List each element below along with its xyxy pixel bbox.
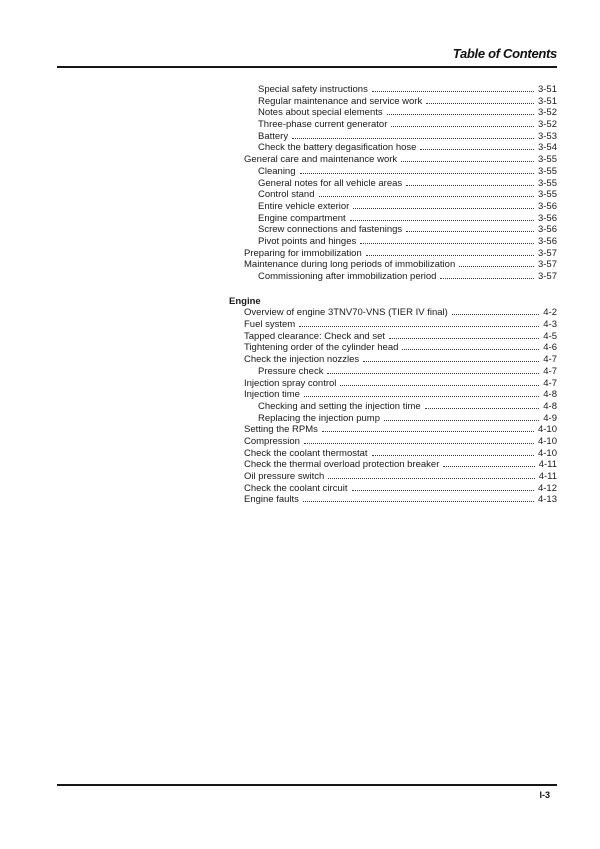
toc-entry-title: Special safety instructions bbox=[258, 84, 368, 95]
dot-leader bbox=[440, 278, 534, 279]
toc-entry-page: 4-5 bbox=[543, 330, 557, 342]
toc-entry-title: Engine compartment bbox=[258, 212, 346, 224]
dot-leader bbox=[406, 185, 534, 186]
dot-leader bbox=[420, 149, 534, 150]
toc-entry bbox=[229, 436, 557, 448]
toc-entry-title: Injection spray control bbox=[244, 377, 337, 389]
toc-entry-page: 3-57 bbox=[537, 259, 557, 271]
toc-entry-title: Cleaning bbox=[258, 165, 296, 177]
toc-entry-title: Notes about special elements bbox=[258, 107, 383, 119]
footer-rule bbox=[57, 784, 557, 786]
toc-entry-title: Tightening order of the cylinder head bbox=[244, 342, 399, 354]
toc-entry bbox=[229, 213, 557, 225]
toc-section-heading: Engine bbox=[229, 295, 261, 307]
toc-entry bbox=[229, 107, 557, 119]
toc-entry-title: Maintenance during long periods of immobilization bbox=[244, 259, 456, 271]
dot-leader bbox=[322, 431, 534, 432]
dot-leader bbox=[360, 243, 534, 244]
toc-entry-title: Oil pressure switch bbox=[244, 471, 325, 482]
toc-entry bbox=[229, 131, 557, 143]
toc-entry bbox=[229, 424, 557, 436]
toc-entry bbox=[229, 319, 557, 331]
dot-leader bbox=[426, 103, 534, 104]
toc-entry-page: 3-55 bbox=[537, 165, 557, 177]
toc-entry bbox=[229, 248, 557, 260]
toc-entry-page: 4-9 bbox=[543, 412, 557, 424]
page-number-label: I-3 bbox=[539, 790, 550, 800]
toc-entry-title: Fuel system bbox=[244, 319, 296, 331]
toc-entry-title: Setting the RPMs bbox=[244, 424, 318, 436]
toc-entry-page: 3-56 bbox=[537, 235, 557, 247]
dot-leader bbox=[402, 349, 539, 350]
toc-entry bbox=[229, 142, 557, 154]
dot-leader bbox=[425, 408, 540, 409]
toc-entry-page: 3-51 bbox=[537, 95, 557, 107]
toc-entry-page: 3-53 bbox=[537, 130, 557, 142]
toc-entry-page: 3-56 bbox=[537, 200, 557, 212]
toc-entry-page: 4-7 bbox=[543, 354, 557, 366]
toc-entry-page: 3-55 bbox=[537, 189, 557, 201]
toc-entry-page: 3-57 bbox=[537, 247, 557, 259]
dot-leader bbox=[372, 455, 534, 456]
toc-entry-title: Check the thermal overload protection breaker bbox=[244, 459, 440, 471]
toc-entry bbox=[229, 236, 557, 248]
dot-leader bbox=[401, 161, 534, 162]
dot-leader bbox=[304, 443, 534, 444]
dot-leader bbox=[300, 173, 534, 174]
toc-entry-title: Control stand bbox=[258, 189, 315, 201]
toc-entry-page: 4-8 bbox=[543, 400, 557, 412]
toc-entry-page: 4-7 bbox=[543, 365, 557, 377]
toc-entry-title: Three-phase current generator bbox=[258, 119, 388, 131]
toc-entry-title: Engine faults bbox=[244, 494, 299, 506]
toc-entry bbox=[229, 201, 557, 213]
toc-entry bbox=[229, 354, 557, 366]
toc-entry-page: 4-11 bbox=[538, 459, 557, 471]
toc-entry bbox=[229, 448, 557, 460]
toc-entry-title: Tapped clearance: Check and set bbox=[244, 330, 386, 342]
dot-leader bbox=[443, 466, 534, 467]
toc-entry bbox=[229, 483, 557, 495]
toc-entry-title: Check the coolant circuit bbox=[244, 482, 348, 494]
toc-entry bbox=[229, 307, 557, 319]
toc-entry-title: Injection time bbox=[244, 389, 300, 401]
toc-entry bbox=[229, 494, 557, 506]
toc-entry bbox=[229, 413, 557, 425]
toc-entry-page: 4-6 bbox=[543, 342, 557, 354]
toc-entry-page: 4-3 bbox=[543, 319, 557, 331]
toc-entry-title: Check the injection nozzles bbox=[244, 354, 360, 366]
toc-entry-title: Commissioning after immobilization period bbox=[258, 271, 437, 282]
dot-leader bbox=[319, 196, 534, 197]
dot-leader bbox=[389, 338, 539, 339]
toc-entry-page: 3-55 bbox=[537, 154, 557, 166]
dot-leader bbox=[384, 420, 539, 421]
dot-leader bbox=[350, 220, 534, 221]
toc-entry-title: Pressure check bbox=[258, 365, 324, 377]
dot-leader bbox=[353, 208, 534, 209]
dot-leader bbox=[363, 361, 539, 362]
toc-entry-title: Overview of engine 3TNV70-VNS (TIER IV final) bbox=[244, 307, 448, 319]
toc-entry-title: Compression bbox=[244, 435, 300, 447]
toc-entry-title: Preparing for immobilization bbox=[244, 247, 362, 259]
dot-leader bbox=[328, 478, 534, 479]
toc-entry-title: Entire vehicle exterior bbox=[258, 200, 350, 212]
header-rule bbox=[57, 66, 557, 68]
toc-entry bbox=[229, 84, 557, 96]
dot-leader bbox=[340, 385, 539, 386]
toc-entry-title: Replacing the injection pump bbox=[258, 412, 380, 424]
toc-entry-title: General notes for all vehicle areas bbox=[258, 177, 403, 189]
toc-entry-page: 4-7 bbox=[543, 377, 557, 389]
dot-leader bbox=[352, 490, 534, 491]
page-header-title: Table of Contents bbox=[452, 46, 557, 61]
toc-entry-title: Checking and setting the injection time bbox=[258, 400, 421, 412]
toc-entry bbox=[229, 166, 557, 178]
toc-entry bbox=[229, 331, 557, 343]
toc-entry bbox=[229, 178, 557, 190]
dot-leader bbox=[366, 255, 534, 256]
dot-leader bbox=[304, 396, 539, 397]
toc-entry-page: 3-57 bbox=[537, 271, 557, 282]
dot-leader bbox=[406, 231, 534, 232]
dot-leader bbox=[327, 373, 539, 374]
toc-entry-page: 3-56 bbox=[537, 212, 557, 224]
dot-leader bbox=[391, 126, 534, 127]
toc-entry bbox=[229, 271, 557, 283]
toc-entry bbox=[229, 471, 557, 483]
toc-entry-page: 4-10 bbox=[537, 435, 557, 447]
toc-entry bbox=[229, 378, 557, 390]
toc-entry-page: 4-13 bbox=[537, 494, 557, 506]
toc-entry bbox=[229, 389, 557, 401]
dot-leader bbox=[292, 138, 534, 139]
toc-entry bbox=[229, 224, 557, 236]
toc-entry-page: 3-56 bbox=[537, 224, 557, 236]
toc-entry bbox=[229, 459, 557, 471]
toc-entry-page: 3-52 bbox=[537, 107, 557, 119]
dot-leader bbox=[303, 501, 534, 502]
dot-leader bbox=[372, 91, 534, 92]
toc-entry-page: 3-55 bbox=[537, 177, 557, 189]
toc-entry bbox=[229, 154, 557, 166]
toc-entry-page: 3-51 bbox=[537, 84, 557, 95]
toc-entry-page: 4-8 bbox=[543, 389, 557, 401]
toc-entry-page: 4-10 bbox=[537, 447, 557, 459]
dot-leader bbox=[459, 266, 534, 267]
toc-entry-title: Regular maintenance and service work bbox=[258, 95, 423, 107]
toc-entry-page: 4-11 bbox=[538, 471, 557, 482]
toc-entry bbox=[229, 401, 557, 413]
toc-entry bbox=[229, 119, 557, 131]
dot-leader bbox=[387, 114, 534, 115]
toc-entry-title: General care and maintenance work bbox=[244, 154, 398, 166]
toc-entry-page: 4-10 bbox=[537, 424, 557, 436]
toc-entry bbox=[229, 366, 557, 378]
toc-entry-page: 4-12 bbox=[537, 482, 557, 494]
toc-entry-title: Screw connections and fastenings bbox=[258, 224, 403, 236]
toc-entry-title: Pivot points and hinges bbox=[258, 235, 357, 247]
toc-entry bbox=[229, 259, 557, 271]
toc-entry-title: Battery bbox=[258, 130, 289, 142]
toc-list bbox=[229, 84, 557, 506]
toc-entry bbox=[229, 342, 557, 354]
dot-leader bbox=[452, 314, 539, 315]
toc-entry-page: 3-54 bbox=[537, 142, 557, 154]
toc-entry bbox=[229, 189, 557, 201]
toc-entry-page: 3-52 bbox=[537, 119, 557, 131]
toc-entry-title: Check the coolant thermostat bbox=[244, 447, 368, 459]
toc-entry bbox=[229, 96, 557, 108]
toc-entry-title: Check the battery degasification hose bbox=[258, 142, 417, 154]
dot-leader bbox=[299, 326, 539, 327]
toc-entry-page: 4-2 bbox=[543, 307, 557, 319]
